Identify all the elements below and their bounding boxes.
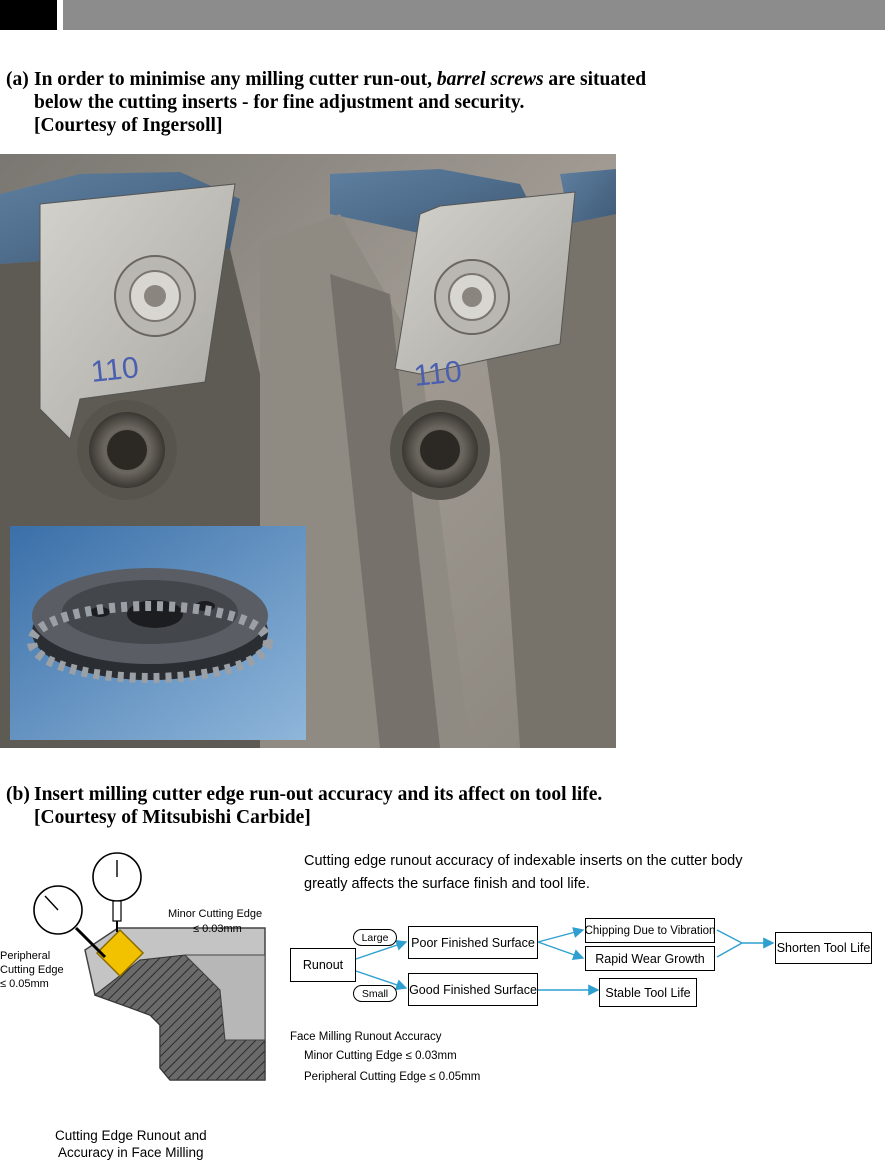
header-black-block xyxy=(0,0,57,30)
header-grey-bar xyxy=(63,0,885,30)
diagram-caption-2: Accuracy in Face Milling xyxy=(58,1145,204,1160)
milling-cutter-photo xyxy=(0,154,616,748)
peripheral-edge-value: ≤ 0.05mm xyxy=(0,978,49,990)
box-good-surface: Good Finished Surface xyxy=(408,973,538,1006)
box-chipping: Chipping Due to Vibration xyxy=(585,918,715,943)
insert-number-right: 110 xyxy=(412,355,464,393)
caption-b-courtesy: [Courtesy of Mitsubishi Carbide] xyxy=(34,807,311,828)
box-stable-life: Stable Tool Life xyxy=(599,978,697,1007)
pill-large: Large xyxy=(353,929,397,946)
caption-a-line2: below the cutting inserts - for fine adjustment and security. xyxy=(34,92,525,113)
minor-edge-value: ≤ 0.03mm xyxy=(193,923,242,935)
accuracy-title: Face Milling Runout Accuracy xyxy=(290,1031,442,1043)
accuracy-peripheral: Peripheral Cutting Edge ≤ 0.05mm xyxy=(304,1071,481,1083)
pill-small: Small xyxy=(353,985,397,1002)
insert-number-left: 110 xyxy=(89,351,141,389)
box-shorten-life: Shorten Tool Life xyxy=(775,932,872,964)
minor-edge-label: Minor Cutting Edge xyxy=(168,908,263,920)
caption-b-label: (b) xyxy=(6,784,30,805)
box-rapid-wear: Rapid Wear Growth xyxy=(585,946,715,971)
caption-b xyxy=(6,783,602,829)
caption-a-label: (a) xyxy=(6,69,29,90)
flow-description-1: Cutting edge runout accuracy of indexable inserts on the cutter body xyxy=(304,853,743,869)
caption-a-line1-post: are situated xyxy=(548,69,647,90)
caption-a-courtesy: [Courtesy of Ingersoll] xyxy=(34,115,223,136)
flow-description-2: greatly affects the surface finish and tool life. xyxy=(304,876,590,892)
accuracy-minor: Minor Cutting Edge ≤ 0.03mm xyxy=(304,1050,457,1062)
box-runout: Runout xyxy=(290,948,356,982)
caption-b-line1: Insert milling cutter edge run-out accuracy and its affect on tool life. xyxy=(34,784,603,805)
caption-a-line1-pre: In order to minimise any milling cutter run-out, xyxy=(34,69,432,90)
diagram-caption-1: Cutting Edge Runout and xyxy=(55,1128,207,1143)
caption-a xyxy=(6,68,646,137)
peripheral-edge-label-1: Peripheral xyxy=(0,950,51,962)
caption-a-italic: barrel screws xyxy=(436,69,544,90)
peripheral-edge-label-2: Cutting Edge xyxy=(0,964,64,976)
box-poor-surface: Poor Finished Surface xyxy=(408,926,538,959)
